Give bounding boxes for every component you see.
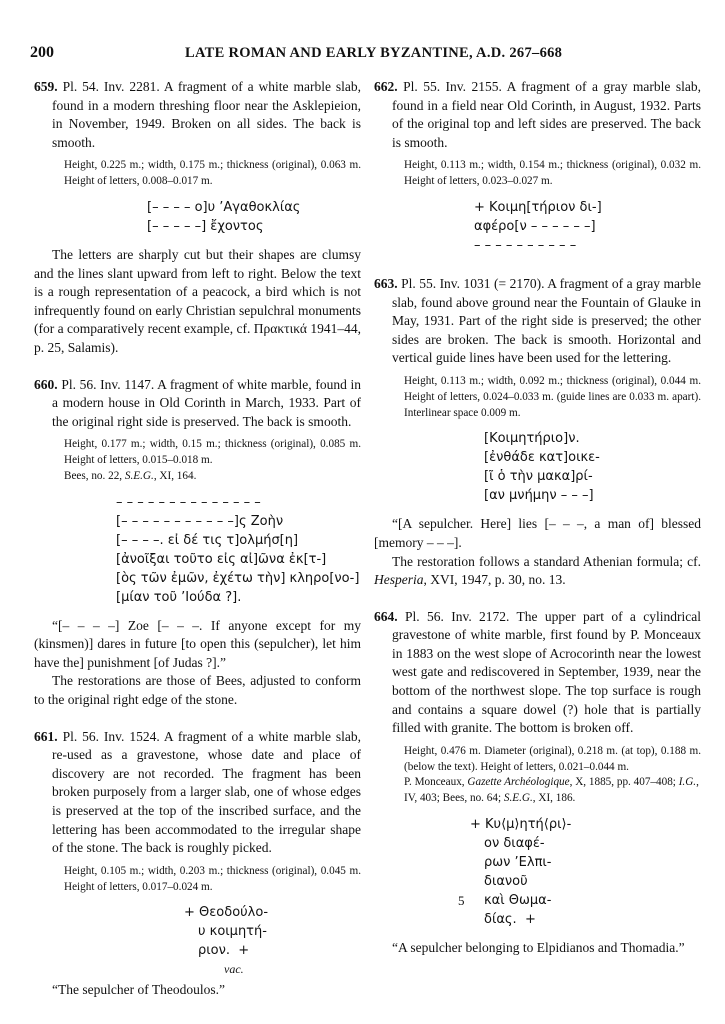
- entry-number: 663.: [374, 275, 398, 291]
- bib-text: , IV, 403; Bees, no. 64;: [404, 776, 699, 805]
- entry-description: Pl. 56. Inv. 2172. The upper part of a cylindrical gravestone of white marble, first found by P. Monceaux in 1883 on the west slope of Acrocorinth near the lowest west gate and rediscovered in September, 1939, near the bottom of the northwest slope. The top surface is rough and contains a square dowel (?) hole that is partially filled with granite. The bottom is broken off.: [392, 608, 702, 736]
- entry-number: 659.: [34, 79, 58, 94]
- inscription-line: [458, 891, 701, 910]
- inscription-line: διανοῦ: [484, 874, 528, 890]
- dimensions: Height, 0.225 m.; width, 0.175 m.; thickness (original), 0.063 m. Height of letters, 0.008–0.017 m.: [64, 159, 361, 188]
- translation: “[A sepulcher. Here] lies [– – –, a man of] blessed [memory – – –].: [374, 516, 701, 550]
- inscription-line: [Κοιμητήριο]ν.: [484, 431, 580, 447]
- inscription-line: [ἐνθάδε κατ]οικε-: [484, 450, 600, 466]
- inscription-line: [μίαν τοῦ ’Ιούδα ?].: [116, 589, 242, 605]
- inscription: [34, 198, 361, 236]
- entry-662: [374, 78, 701, 255]
- inscription-line: αφέρο[ν – – – – – –]: [474, 218, 596, 234]
- commentary: [374, 553, 701, 590]
- bib-journal: S.E.G.: [124, 469, 154, 482]
- bib-text: , XI, 164.: [153, 469, 197, 482]
- bib-journal: S.E.G.: [503, 792, 533, 805]
- inscription-line: [ὸς τῶν ἐμῶν, ἐχέτω τὴν] κληρο[νο-]: [116, 570, 360, 586]
- inscription: [34, 903, 361, 979]
- translation: “[– – – –] Zoe [– – –. If anyone except for my (kinsmen)] dares in future [to open this (sepulcher), let him have the] punishment [of Judas ?].”: [34, 617, 361, 670]
- translation: “The sepulcher of Theodoulos.”: [52, 982, 225, 998]
- bibliography: [34, 469, 361, 485]
- right-column: [374, 78, 701, 966]
- inscription-text: καὶ Θωμα-: [484, 893, 552, 909]
- inscription-line: – – – – – – – – – –: [474, 237, 577, 253]
- inscription-line: [– – – – ο]υ ’Αγαθοκλίας: [147, 199, 301, 215]
- entry-number: 661.: [34, 728, 58, 744]
- bib-journal: Gazette Archéologique: [467, 776, 570, 789]
- inscription-line: + Κυ⟨μ⟩ητή⟨ρι⟩-: [470, 817, 572, 833]
- entry-660: [34, 376, 361, 710]
- entry-number: 662.: [374, 79, 398, 94]
- entry-description: Pl. 54. Inv. 2281. A fragment of a white marble slab, found in a modern threshing floor near the Asklepieion, in November, 1949. Broken on all sides. The back is smooth.: [52, 79, 362, 150]
- dimensions: Height, 0.113 m.; width, 0.092 m.; thickness (original), 0.044 m. Height of letters, 0.024–0.033 m. (guide lines are 0.033 m. apart). Interlinear space 0.009 m.: [404, 374, 701, 419]
- inscription: [374, 815, 701, 929]
- inscription-line: + Θεοδούλο-: [184, 905, 269, 921]
- commentary: The restorations are those of Bees, adjusted to conform to the original right edge of the stone.: [34, 673, 361, 708]
- page-header: [30, 44, 702, 68]
- inscription-line: [– – – –. εἰ δέ τις τ]ολμήσ[η]: [116, 532, 299, 548]
- inscription: [374, 429, 701, 505]
- inscription: [34, 493, 361, 607]
- running-title: LATE ROMAN AND EARLY BYZANTINE, A.D. 267–668: [185, 45, 563, 61]
- dimensions: Height, 0.113 m.; width, 0.154 m.; thickness (original), 0.032 m. Height of letters, 0.023–0.027 m.: [404, 159, 701, 188]
- entry-number: 664.: [374, 608, 398, 624]
- inscription-line: + Κοιμη[τήριον δι-]: [474, 199, 602, 215]
- bibliography: [374, 775, 701, 807]
- entry-description: Pl. 56. Inv. 1147. A fragment of white marble, found in a modern house in Old Corinth in March, 1933. Part of the original right side is preserved. The back is smooth.: [52, 376, 361, 429]
- line-number: 5: [458, 893, 465, 909]
- inscription-line: [αν μνήμην – – –]: [484, 488, 594, 504]
- entry-664: [374, 608, 701, 958]
- bib-text: Bees, no. 22,: [64, 469, 125, 482]
- bib-text: , X, 1885, pp. 407–408;: [569, 776, 679, 789]
- commentary: The letters are sharply cut but their shapes are clumsy and the lines slant upward from left to right. Below the text is a rough representation of a peacock, a bird which is not infrequently found on early Christian sepulchral monuments (for a comparatively recent example, cf. Πρακτικά 1941–44, p. 25, Salamis).: [34, 246, 361, 355]
- translation: “A sepulcher belonging to Elpidianos and Thomadia.”: [392, 940, 685, 956]
- inscription-line: δίας. +: [484, 912, 536, 928]
- entry-661: [34, 728, 361, 1000]
- commentary-text: The restoration follows a standard Athenian formula; cf.: [392, 553, 701, 569]
- entry-description: Pl. 55. Inv. 1031 (= 2170). A fragment of a gray marble slab, found above ground near the Fountain of Glauke in May, 1931. Part of the right side is preserved; the other sides are broken. The back is smooth. Horizontal and vertical guide lines have been used for the lettering.: [392, 275, 701, 366]
- inscription-line: ον διαφέ-: [484, 836, 545, 852]
- inscription-line: [– – – – –] ἔχοντος: [147, 218, 264, 234]
- inscription-line: ρων ’Ελπι-: [484, 855, 552, 871]
- entry-description: Pl. 56. Inv. 1524. A fragment of a white marble slab, re-used as a gravestone, whose date and place of discovery are not recorded. The fragment has been broken purposely from a larger slab, one of whose edges is preserved at the top of the inscribed surface, and the lettering has been accommodated to the irregular shape of the stone. The back is roughly picked.: [52, 728, 362, 856]
- bib-journal: I.G.: [678, 776, 697, 789]
- dimensions: Height, 0.476 m. Diameter (original), 0.218 m. (at top), 0.188 m. (below the text). Height of letters, 0.021–0.044 m.: [404, 744, 701, 773]
- left-column: [34, 78, 361, 1008]
- entry-description: Pl. 55. Inv. 2155. A fragment of a gray marble slab, found in a field near Old Corinth, in August, 1932. Parts of the original top and left sides are preserved. The back is smooth.: [392, 79, 702, 150]
- vacat-note: vac.: [224, 962, 244, 977]
- inscription: [374, 198, 701, 255]
- entry-663: [374, 275, 701, 590]
- journal-title: Hesperia: [374, 572, 424, 588]
- dimensions: Height, 0.177 m.; width, 0.15 m.; thickness (original), 0.085 m. Height of letters, 0.015–0.018 m.: [64, 438, 361, 467]
- inscription-line: – – – – – – – – – – – – – –: [116, 494, 261, 510]
- inscription-line: [ῖ ὁ τὴν μακα]ρί-: [484, 469, 593, 485]
- dimensions: Height, 0.105 m.; width, 0.203 m.; thickness (original), 0.045 m. Height of letters, 0.017–0.024 m.: [64, 864, 361, 893]
- entry-659: [34, 78, 361, 358]
- inscription-line: [ἀνοῖξαι τοῦτο εἰς αἰ]ῶνα ἐκ[τ-]: [116, 551, 327, 567]
- inscription-line: ριον. +: [198, 943, 250, 959]
- inscription-line: [– – – – – – – – – – –]ς Ζοὴν: [116, 513, 284, 529]
- bib-text: , XI, 186.: [532, 792, 576, 805]
- commentary-text: , XVI, 1947, p. 30, no. 13.: [423, 572, 566, 588]
- entry-number: 660.: [34, 376, 58, 392]
- bib-text: P. Monceaux,: [404, 776, 468, 789]
- page-number: 200: [30, 44, 54, 61]
- inscription-line: υ κοιμητή-: [198, 924, 267, 940]
